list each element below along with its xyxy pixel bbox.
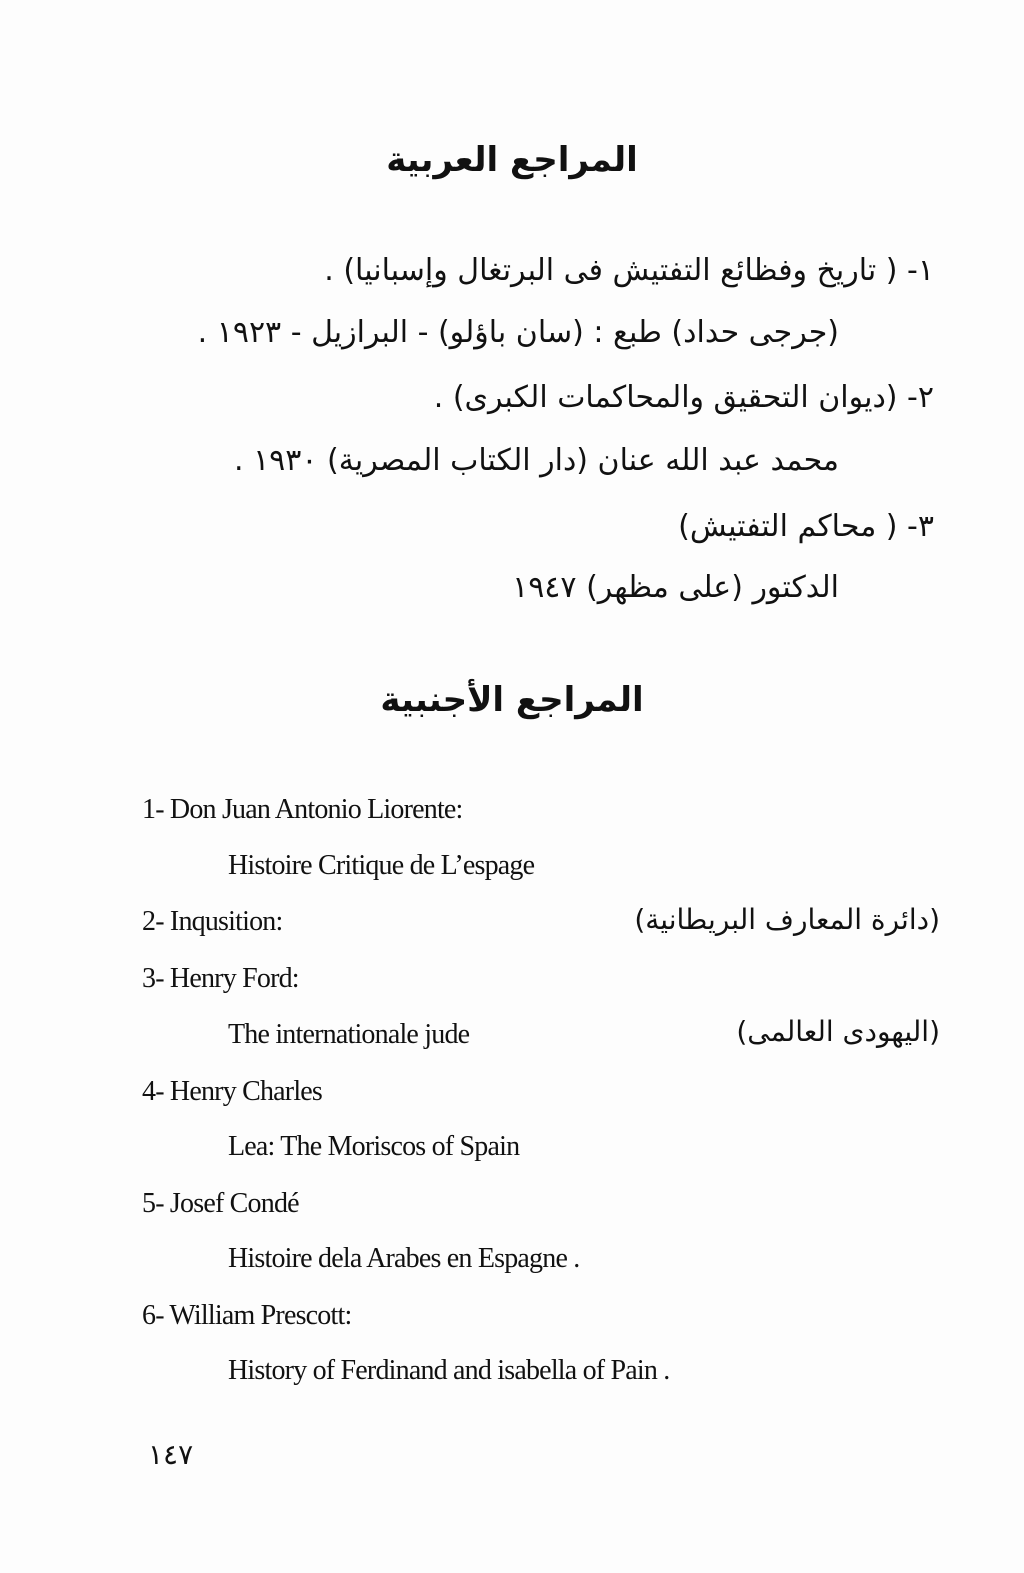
foreign-entry-2-subject: 2- Inqusition: (142, 906, 283, 937)
foreign-entry-5-author: 5- Josef Condé (142, 1188, 299, 1219)
foreign-entry-5-title: Histoire dela Arabes en Espagne . (228, 1243, 580, 1274)
arabic-entry-3-title: ٣- ( محاكم التفتيش) (678, 509, 934, 544)
foreign-entry-3-arabic-gloss: (اليهودى العالمى) (736, 1015, 940, 1048)
foreign-references-heading: المراجع الأجنبية (380, 680, 644, 720)
foreign-entry-6-author: 6- William Prescott: (142, 1300, 352, 1331)
page-number: ١٤٧ (148, 1438, 194, 1471)
foreign-entry-1-author: 1- Don Juan Antonio Liorente: (142, 794, 463, 825)
arabic-entry-1-publication: (جرجى حداد) طبع : (سان باؤلو) - البرازيل - ١٩٢٣ . (197, 315, 839, 350)
foreign-entry-4-author: 4- Henry Charles (142, 1076, 323, 1107)
foreign-entry-3-title: The internationale jude (228, 1019, 470, 1050)
foreign-entry-3-author: 3- Henry Ford: (142, 963, 299, 994)
foreign-entry-4-title: Lea: The Moriscos of Spain (228, 1131, 520, 1162)
arabic-entry-1-title: ١- ( تاريخ وفظائع التفتيش فى البرتغال وإسبانيا) . (324, 253, 934, 288)
foreign-entry-6-title: History of Ferdinand and isabella of Pain . (228, 1355, 670, 1386)
arabic-entry-2-publication: محمد عبد الله عنان (دار الكتاب المصرية) ١٩٣٠ . (233, 443, 839, 478)
foreign-entry-1-title: Histoire Critique de L’espage (228, 850, 535, 881)
arabic-entry-2-title: ٢- (ديوان التحقيق والمحاكمات الكبرى) . (433, 380, 934, 415)
arabic-entry-3-author: الدكتور (على مظهر) ١٩٤٧ (512, 570, 839, 605)
foreign-entry-2-arabic-gloss: (دائرة المعارف البريطانية) (634, 903, 940, 936)
arabic-references-heading: المراجع العربية (386, 140, 638, 180)
